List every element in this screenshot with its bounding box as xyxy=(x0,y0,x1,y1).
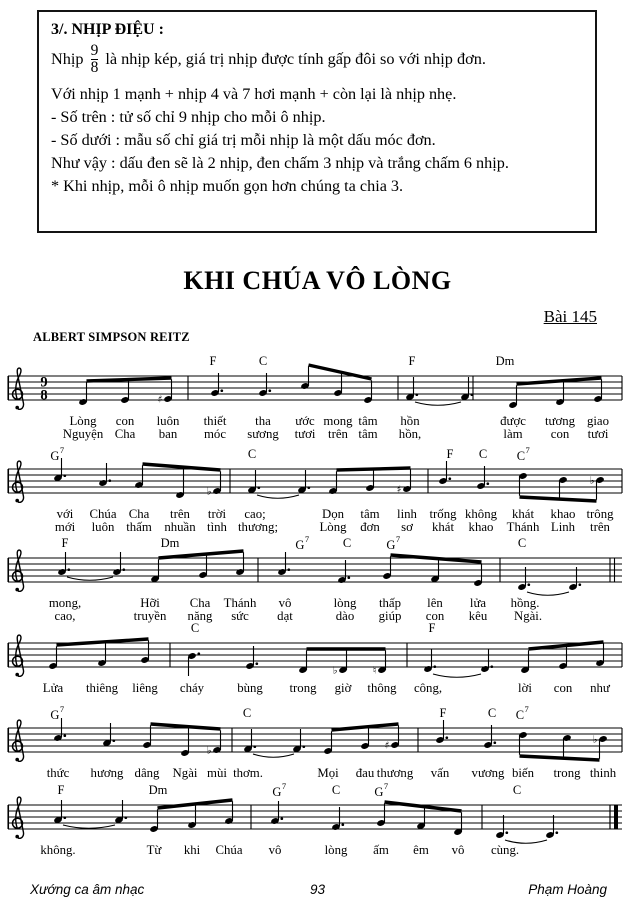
lyric-word: trên xyxy=(328,427,348,441)
theory-line: - Số dưới : mẫu số chỉ giá trị mỗi nhịp là một dấu móc đơn. xyxy=(51,130,436,149)
lyric-word: năng xyxy=(187,609,213,623)
lyric-word: tâm xyxy=(358,414,378,428)
lyric-word: khao xyxy=(550,507,576,521)
chord-label: F xyxy=(61,536,69,550)
lyric-word: trên xyxy=(170,507,190,521)
theory-line: * Khi nhịp, mỗi ô nhịp muốn gọn hơn chúng ta chia 3. xyxy=(51,176,404,195)
chord-label: $G^7$ xyxy=(50,445,65,464)
lyric-word: thinh xyxy=(589,766,617,780)
lyric-word: tâm xyxy=(360,507,380,521)
lyric-word: Dọn xyxy=(321,507,345,521)
lyric-word: trong xyxy=(553,766,581,780)
lyric-word: thấp xyxy=(378,596,402,610)
lyric-word: Chúa xyxy=(215,843,243,857)
accidental-sharp-icon: ♯ xyxy=(157,394,163,406)
fraction-denominator: 8 xyxy=(90,58,99,76)
lyric-word: trong xyxy=(289,681,317,695)
footer-author: Phạm Hoàng xyxy=(528,882,607,897)
accidental-sharp-icon: ♯ xyxy=(396,484,402,496)
lyric-word: khát xyxy=(431,520,455,534)
chord-label: C xyxy=(242,706,252,720)
lyric-word: trên xyxy=(590,520,610,534)
lyric-word: Lửa xyxy=(42,681,64,695)
chord-label: C xyxy=(487,706,497,720)
chord-label: $G^7$ xyxy=(374,781,389,800)
lyric-word: lòng xyxy=(324,843,348,857)
lyric-word: ước xyxy=(295,414,315,428)
lyric-word: thương xyxy=(376,766,414,780)
lyric-word: không. xyxy=(40,843,76,857)
chord-label: C xyxy=(517,536,527,550)
chord-label: C xyxy=(478,447,488,461)
lyric-word: Hỡi xyxy=(140,596,160,610)
lyric-word: biến xyxy=(511,766,535,780)
lyric-word: hồn xyxy=(400,414,420,428)
lyric-word: Thánh xyxy=(506,520,540,534)
lyric-word: vô xyxy=(268,843,282,857)
lyric-word: với xyxy=(56,507,74,521)
chord-label: Dm xyxy=(148,783,168,797)
lyric-word: giúp xyxy=(378,609,402,623)
chord-label: C xyxy=(258,354,268,368)
lyric-word: sương xyxy=(247,427,279,441)
lyric-word: lời xyxy=(518,681,532,695)
staff-system-1 xyxy=(8,365,622,409)
theory-line: Với nhịp 1 mạnh + nhịp 4 và 7 hơi mạnh + còn lại là nhịp nhẹ. xyxy=(51,84,457,103)
lyric-word: luôn xyxy=(91,520,115,534)
lyric-word: cao, xyxy=(54,609,76,623)
treble-clef-icon xyxy=(13,368,24,409)
lyric-word: giờ xyxy=(334,681,352,695)
lyric-word: móc xyxy=(203,427,227,441)
accidental-flat-icon: ♭ xyxy=(592,734,598,746)
lyric-word: Lòng xyxy=(319,520,347,534)
lyric-word: lên xyxy=(427,596,443,610)
chord-label: F xyxy=(57,783,65,797)
staff-system-2 xyxy=(8,458,622,502)
lyric-word: tha xyxy=(255,414,271,428)
chord-label: F xyxy=(439,706,447,720)
time-signature-denominator: 8 xyxy=(40,387,48,404)
lyric-word: Mọi xyxy=(317,766,339,780)
footer-book-title: Xướng ca âm nhạc xyxy=(30,882,145,897)
lyric-word: ấm xyxy=(373,843,389,857)
lyric-word: vô xyxy=(451,843,465,857)
lyric-word: trời xyxy=(207,507,227,521)
lyric-word: dạt xyxy=(277,609,293,623)
chord-label: F xyxy=(428,621,436,635)
lyric-word: cháy xyxy=(179,681,205,695)
lyric-word: liêng xyxy=(132,681,158,695)
lyric-word: khi xyxy=(183,843,201,857)
lyric-word: hương xyxy=(90,766,124,780)
lyric-word: đau xyxy=(355,766,375,780)
lyric-word: trống xyxy=(429,507,457,521)
box-heading: 3/. NHỊP ĐIỆU : xyxy=(51,21,164,38)
chord-label: C xyxy=(247,447,257,461)
chord-label: F xyxy=(408,354,416,368)
accidental-flat-icon: ♭ xyxy=(206,486,212,498)
lyric-word: thức xyxy=(46,766,70,780)
lyric-word: con xyxy=(115,414,135,428)
lyric-word: hồn, xyxy=(398,427,422,441)
lyric-word: thông xyxy=(367,681,397,695)
lyric-word: nhuần xyxy=(164,520,196,534)
lyric-word: trông xyxy=(586,507,614,521)
lyric-word: sức xyxy=(231,609,249,623)
lyric-word: kêu xyxy=(468,609,488,623)
lyric-word: tâm xyxy=(358,427,378,441)
accidental-natural-icon: ♮ xyxy=(372,665,377,677)
staff-system-5 xyxy=(8,718,622,761)
lyric-word: giao xyxy=(586,414,610,428)
lyric-word: dào xyxy=(335,609,355,623)
treble-clef-icon xyxy=(13,797,24,838)
staff-system-6 xyxy=(8,797,622,843)
lyric-word: mùi xyxy=(207,766,227,780)
chord-label: $C^7$ xyxy=(516,445,530,464)
theory-line: - Số trên : tử số chỉ 9 nhịp cho mỗi ô nhịp. xyxy=(51,107,326,126)
lyric-word: đơn xyxy=(360,520,380,534)
lyric-word: mong xyxy=(323,414,353,428)
lyric-word: Cha xyxy=(128,507,150,521)
lyric-word: linh xyxy=(397,507,417,521)
treble-clef-icon xyxy=(13,720,24,761)
lyric-word: lửa xyxy=(469,596,487,610)
lyric-word: Nguyện xyxy=(62,427,104,441)
lyric-word: cao; xyxy=(244,507,266,521)
lyric-word: Ngài xyxy=(172,766,198,780)
chord-label: $G^7$ xyxy=(386,534,401,553)
theory-line: Như vậy : dấu đen sẽ là 2 nhịp, đen chấm 3 nhịp và trắng chấm 6 nhịp. xyxy=(51,153,509,172)
lyric-word: êm xyxy=(413,843,429,857)
chord-label: C xyxy=(190,621,200,635)
lyric-word: vấn xyxy=(430,766,450,780)
chord-label: $G^7$ xyxy=(272,781,287,800)
chord-label: C xyxy=(342,536,352,550)
footer-page-number: 93 xyxy=(309,882,326,897)
lyric-word: thơm. xyxy=(233,766,263,780)
treble-clef-icon xyxy=(13,635,24,676)
fraction-numerator: 9 xyxy=(90,42,99,59)
lyric-word: khao xyxy=(468,520,494,534)
treble-clef-icon xyxy=(13,550,24,591)
lyric-word: ban xyxy=(158,427,178,441)
lyric-word: vô xyxy=(278,596,292,610)
lyric-word: như xyxy=(590,681,610,695)
lyric-word: thiêng xyxy=(86,681,118,695)
lyric-word: sơ xyxy=(401,520,413,534)
lyric-word: cùng. xyxy=(490,843,520,857)
lyric-word: Thánh xyxy=(223,596,257,610)
lyric-word: luôn xyxy=(156,414,180,428)
lyric-word: Cha xyxy=(189,596,211,610)
accidental-flat-icon: ♭ xyxy=(206,745,212,757)
song-title: KHI CHÚA VÔ LÒNG xyxy=(183,266,452,295)
accidental-flat-icon: ♭ xyxy=(589,475,595,487)
lyric-word: không xyxy=(465,507,497,521)
lyric-word: thương; xyxy=(237,520,279,534)
lyric-word: tươi xyxy=(294,427,316,441)
lyric-word: tình xyxy=(207,520,227,534)
accidental-sharp-icon: ♯ xyxy=(384,740,390,752)
accidental-flat-icon: ♭ xyxy=(332,665,338,677)
lyric-word: tương xyxy=(544,414,576,428)
chord-label: F xyxy=(209,354,217,368)
staff-system-3 xyxy=(8,550,622,595)
lyric-word: Từ xyxy=(146,843,162,857)
lyric-word: mới xyxy=(54,520,76,534)
lyric-word: thấm xyxy=(126,520,152,534)
lyric-word: mong, xyxy=(48,596,82,610)
lyric-word: con xyxy=(550,427,570,441)
lyric-word: công, xyxy=(413,681,443,695)
lyric-word: bùng xyxy=(237,681,263,695)
lyric-word: truyền xyxy=(133,609,167,623)
lyric-word: dâng xyxy=(134,766,160,780)
lyric-word: Lòng xyxy=(69,414,97,428)
chord-label: $C^7$ xyxy=(515,704,529,723)
lesson-number: Bài 145 xyxy=(543,307,597,326)
chord-label: $G^7$ xyxy=(295,534,310,553)
chord-label: Dm xyxy=(495,354,515,368)
chord-label: $G^7$ xyxy=(50,704,65,723)
lyric-word: khát xyxy=(511,507,535,521)
chord-label: F xyxy=(446,447,454,461)
lyric-word: Ngài. xyxy=(513,609,543,623)
lyric-word: vương xyxy=(471,766,505,780)
lyric-word: tươi xyxy=(587,427,609,441)
lyric-word: Cha xyxy=(114,427,136,441)
time-signature-numerator: 9 xyxy=(40,374,48,391)
composer-name: ALBERT SIMPSON REITZ xyxy=(33,330,190,344)
chord-label: C xyxy=(331,783,341,797)
lyric-word: con xyxy=(425,609,445,623)
frac-post: là nhịp kép, giá trị nhịp được tính gấp đôi so với nhịp đơn. xyxy=(105,49,486,69)
treble-clef-icon xyxy=(13,461,24,502)
lyric-word: được xyxy=(500,414,526,428)
chord-label: Dm xyxy=(160,536,180,550)
lyric-word: Chúa xyxy=(89,507,117,521)
lyric-word: con xyxy=(553,681,573,695)
lyric-word: thiết xyxy=(203,414,227,428)
lyric-word: làm xyxy=(503,427,523,441)
staff-system-4 xyxy=(8,635,622,677)
chord-label: C xyxy=(512,783,522,797)
frac-pre: Nhịp xyxy=(51,49,84,69)
lyric-word: Linh xyxy=(550,520,576,534)
lyric-word: lòng xyxy=(333,596,357,610)
lyric-word: hồng. xyxy=(510,596,540,610)
